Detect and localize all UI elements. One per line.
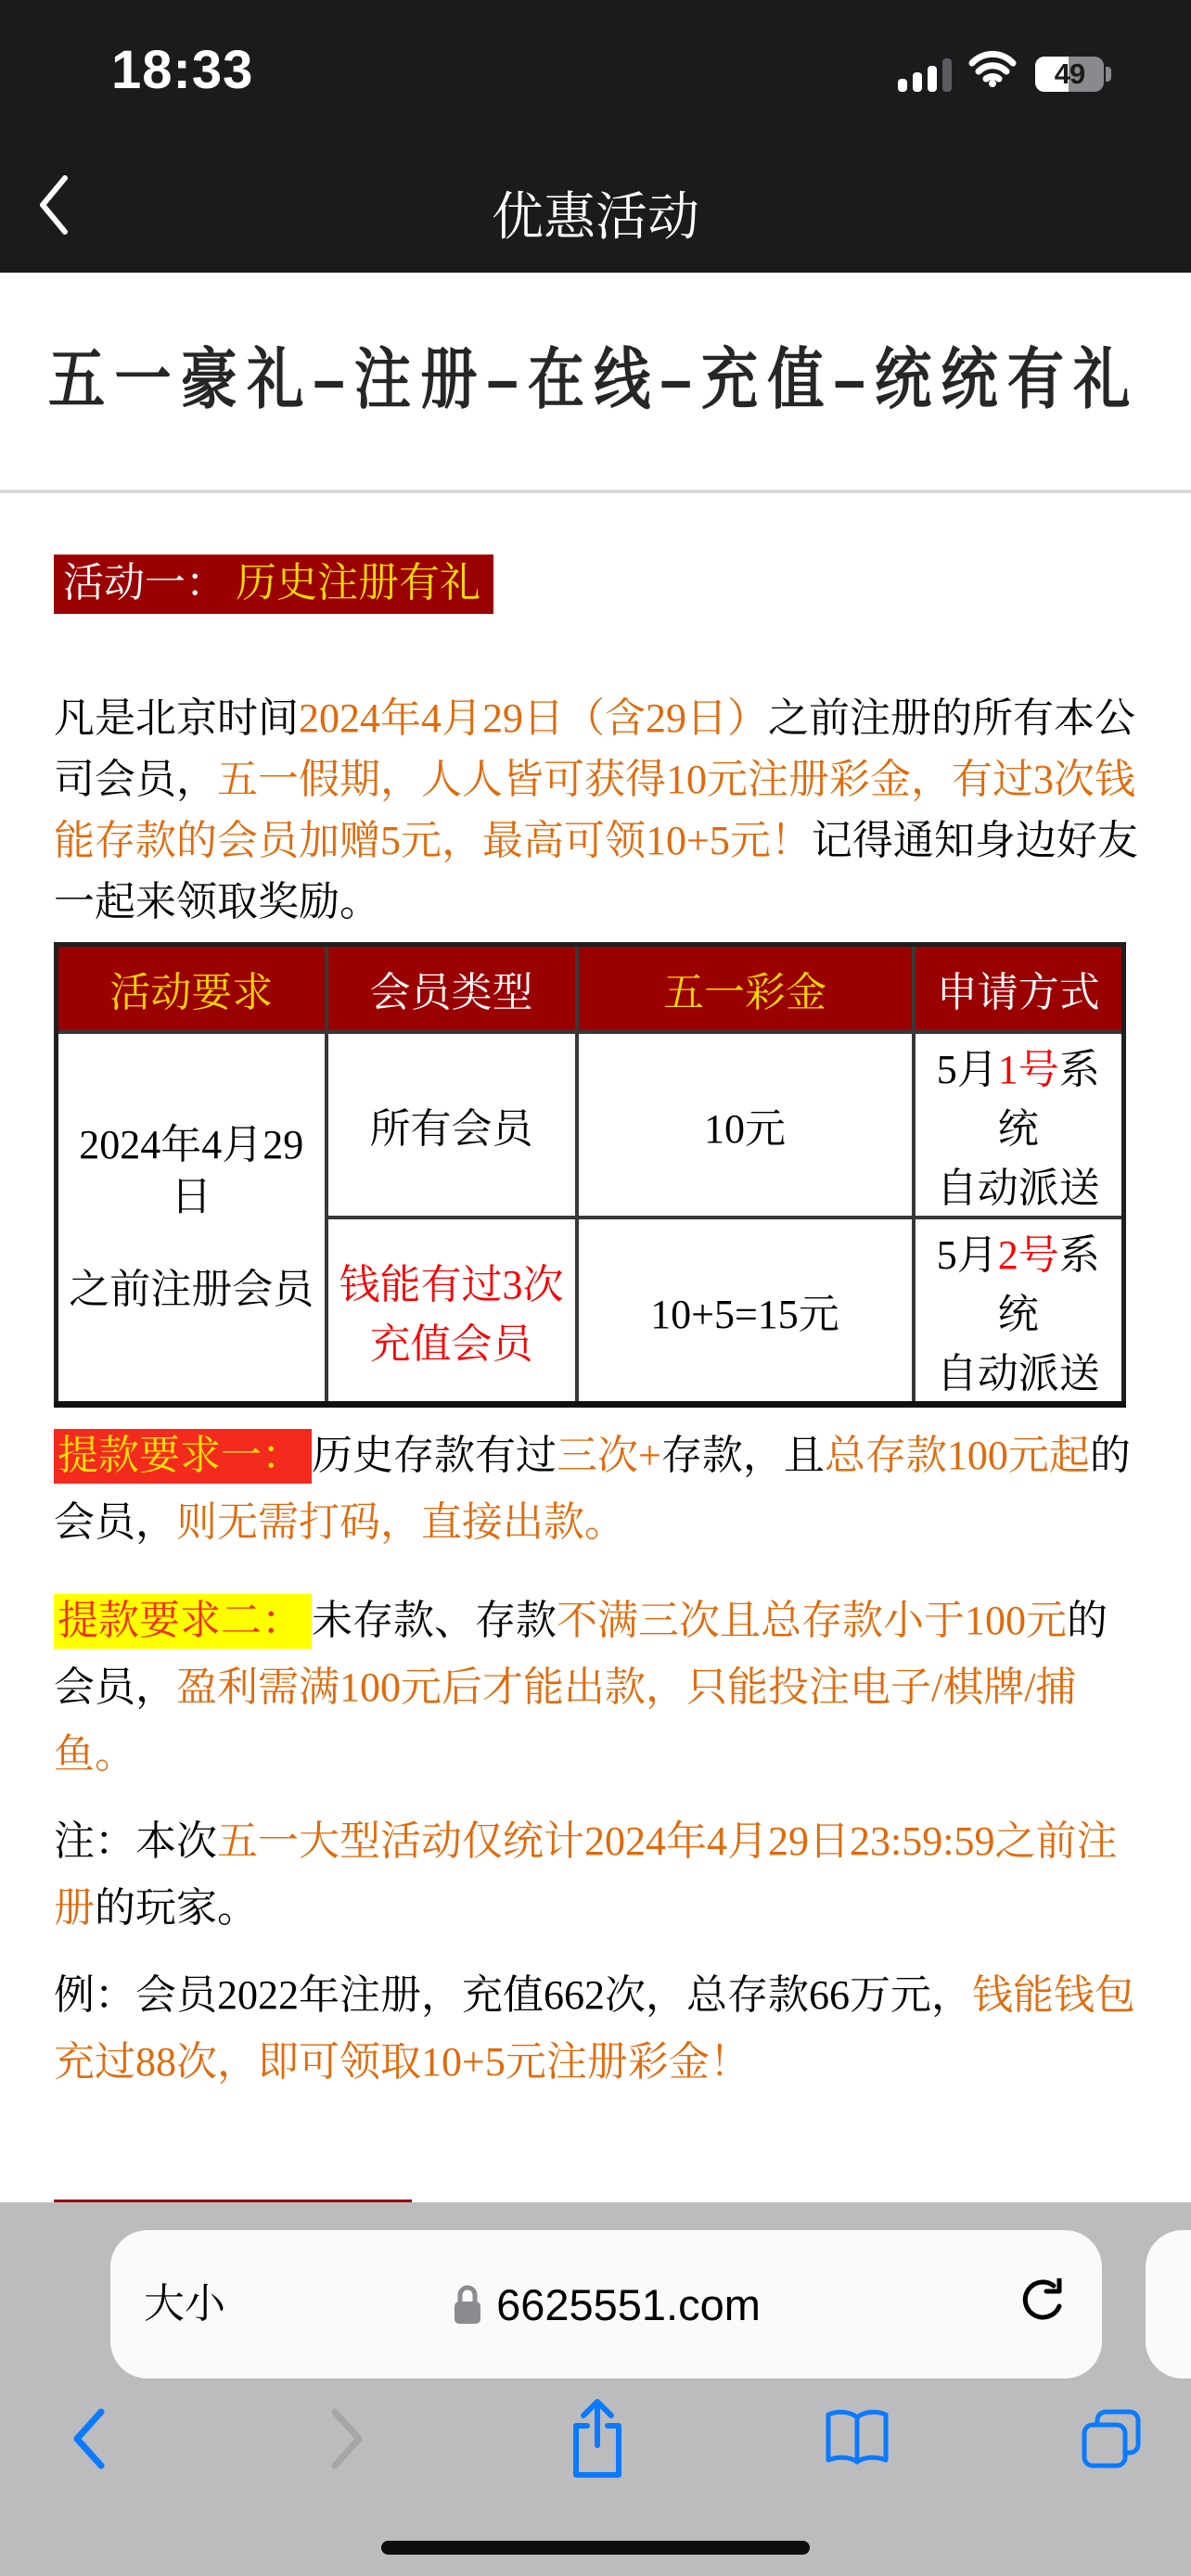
withdraw2-run-highlight: 盈利需满100元后才能出款，只能投注电子/棋牌/捕鱼。: [54, 1664, 1077, 1777]
reload-icon: [1017, 2278, 1069, 2334]
activity1-table: [54, 942, 1126, 1408]
cell-bonus: 10+5=15元: [577, 1218, 914, 1405]
intro-run-highlight: 2024年4月29日（含29日）: [299, 695, 768, 741]
reload-button[interactable]: [1017, 2278, 1069, 2339]
withdraw-requirement-1: [54, 1422, 1139, 1556]
page-nav-title: 优惠活动: [492, 187, 699, 246]
apply-day: 1号: [997, 1047, 1059, 1092]
withdraw2-run-highlight: 不满三次且总存款小于100元: [557, 1598, 1067, 1643]
withdraw1-label: 提款要求一：: [54, 1429, 312, 1484]
activity1-label-prefix: 活动一：: [63, 560, 226, 606]
withdraw1-run-highlight: 三次+: [557, 1433, 661, 1478]
apply-run: 系统: [997, 1232, 1100, 1337]
lock-icon: [452, 2282, 483, 2327]
top-header: [0, 0, 1191, 273]
example-run: 例：会员2022年注册，充值662次，总存款66万元，: [54, 1972, 972, 2018]
address-bar[interactable]: [110, 2230, 1102, 2378]
withdraw1-run-highlight: 则无需打码，直接出款。: [176, 1499, 625, 1545]
cell-member-type: 钱能有过3次充值会员: [327, 1218, 577, 1405]
text-size-button[interactable]: 大小: [144, 2281, 225, 2327]
apply-run: 5月: [936, 1047, 998, 1092]
cell-member-type: 所有会员: [327, 1032, 577, 1218]
cell-apply: [914, 1032, 1124, 1218]
activity1-label: [54, 555, 493, 614]
share-icon: [567, 2395, 628, 2482]
condition-text: 之前注册会员: [69, 1267, 314, 1312]
apply-run: 系统: [997, 1047, 1100, 1152]
apply-run: 自动派送: [936, 1166, 1100, 1211]
apply-day: 2号: [997, 1232, 1059, 1278]
cell-apply: [914, 1218, 1124, 1405]
battery-icon: [1035, 57, 1111, 92]
cell-bonus: 10元: [577, 1032, 914, 1218]
next-tab-preview[interactable]: [1146, 2230, 1191, 2378]
withdraw1-run: 存款，且: [660, 1433, 825, 1478]
intro-run: 记得通知身边好友一起来领取奖励。: [54, 818, 1138, 925]
intro-run: 之前注册的所有本公司会员，: [54, 695, 1135, 802]
note-paragraph: [54, 1808, 1139, 1942]
home-indicator[interactable]: [381, 2541, 810, 2555]
intro-run: 凡是北京时间: [54, 695, 299, 741]
table-row: [57, 1032, 1124, 1218]
cell-condition: [57, 1032, 327, 1405]
example-run-highlight: 钱能钱包充过88次，即可领取10+5元注册彩金！: [54, 1972, 1135, 2085]
battery-percent: 49: [1054, 57, 1085, 90]
activity1-label-name: 历史注册有礼: [236, 560, 480, 606]
withdraw1-run-highlight: 总存款100元起: [824, 1433, 1090, 1478]
back-button[interactable]: [52, 2388, 126, 2490]
note-run-highlight: 五一大型活动仅统计2024年4月29日23:59:59之前注册: [54, 1818, 1118, 1931]
cellular-signal-icon: [898, 55, 952, 92]
condition-date: 2024年4月29日: [79, 1122, 304, 1219]
status-time: 18:33: [111, 40, 254, 100]
apply-run: 自动派送: [936, 1351, 1100, 1396]
withdraw1-run: 的会员，: [54, 1433, 1131, 1545]
divider: [0, 490, 1191, 493]
table-header-row: [57, 945, 1124, 1033]
note-run: 的玩家。: [95, 1885, 258, 1931]
activity1-intro: [54, 688, 1139, 933]
back-icon: [70, 2405, 109, 2472]
status-icons: [898, 50, 1111, 92]
tabs-icon: [1079, 2406, 1144, 2471]
bookmarks-icon: [822, 2408, 892, 2469]
wifi-icon: [968, 50, 1017, 92]
example-paragraph: [54, 1962, 1139, 2096]
table1-header-requirement: 活动要求: [57, 945, 327, 1033]
tabs-button[interactable]: [1074, 2388, 1148, 2490]
share-button[interactable]: [560, 2388, 634, 2490]
intro-run-highlight: 五一假期，人人皆可获得10元注册彩金，有过3次钱能存款的会员加赠5元，最高可领10+5元！: [54, 757, 1135, 863]
table1-header-bonus: 五一彩金: [577, 945, 914, 1033]
safari-bottom-bar: [0, 2202, 1191, 2576]
note-run: 注：本次: [54, 1818, 217, 1864]
withdraw2-label: 提款要求二：: [54, 1594, 312, 1649]
withdraw2-run: 未存款、存款: [312, 1598, 557, 1643]
browser-toolbar: [0, 2388, 1191, 2490]
address-domain: 6625551.com: [496, 2279, 761, 2329]
apply-run: 5月: [936, 1232, 998, 1278]
withdraw2-run: 的会员，: [54, 1598, 1108, 1710]
withdraw1-run: 历史存款有过: [312, 1433, 557, 1478]
table1-header-apply: 申请方式: [914, 945, 1124, 1033]
forward-icon: [327, 2405, 366, 2472]
withdraw-requirement-2: [54, 1588, 1139, 1788]
article-title: 五一豪礼–注册–在线–充值–统统有礼: [48, 343, 1140, 417]
forward-button[interactable]: [310, 2388, 384, 2490]
table1-header-member-type: 会员类型: [327, 945, 577, 1033]
bookmarks-button[interactable]: [820, 2388, 894, 2490]
